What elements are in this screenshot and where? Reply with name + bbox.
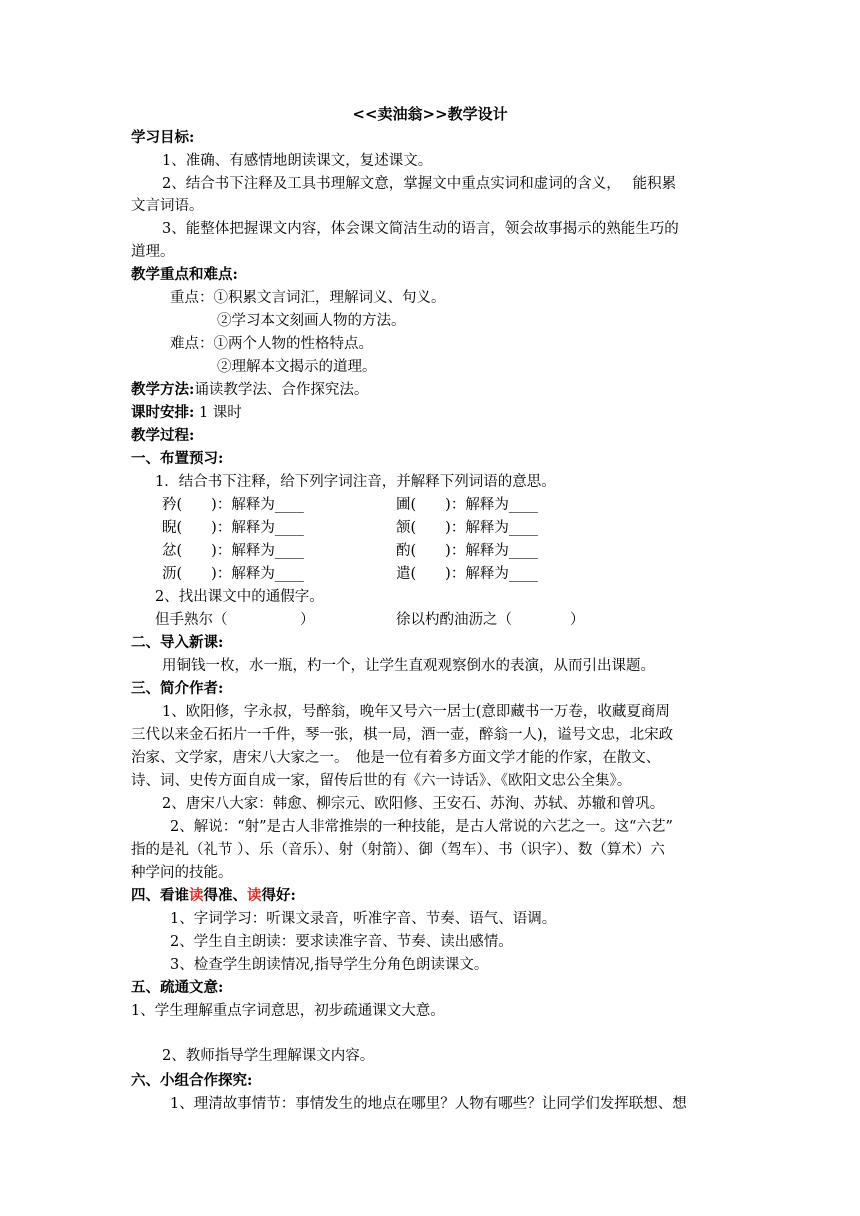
section-1-heading: 一、布置预习: (131, 450, 224, 467)
section-5-heading: 五、疏通文意: (131, 979, 224, 996)
goal-3-line-2: 道理。 (131, 244, 175, 260)
section-5-item-2: 2、教师指导学生理解课文内容。 (162, 1048, 375, 1064)
section-6-item-1: 1、理清故事情节：事情发生的地点在哪里？人物有哪些？让同学们发挥联想、想 (170, 1096, 687, 1112)
section-1-item-2: 2、找出课文中的通假字。 (155, 589, 324, 605)
author-p3-line-2: 指的是礼（礼节 ）、乐（音乐）、射（射箭）、御（驾车）、书（识字）、数（算术）六 (131, 842, 665, 858)
keypoint-1: 重点：①积累文言词汇，理解词义、句义。 (170, 290, 446, 306)
document-title: <<卖油翁>>教学设计 (352, 105, 508, 123)
author-p3-line-1: 2、解说：“射”是古人非常推崇的一种技能，是古人常说的六艺之一。这“六艺” (170, 819, 673, 835)
author-p1-line-2: 三代以来金石拓片一千件，琴一张，棋一局，酒一壶，醉翁一人)，谥号文忠，北宋政 (131, 727, 674, 743)
keypoints-heading: 教学重点和难点: (131, 266, 238, 283)
section-4-heading-part-2: 得准、 (203, 887, 247, 904)
author-p1-line-4: 诗、词、史传方面自成一家，留传后世的有《六一诗话》、《欧阳文忠公全集》。 (131, 773, 632, 789)
vocab-right-3: 酌( )：解释为____ (396, 543, 538, 559)
vocab-right-2: 颔( )：解释为____ (396, 520, 538, 536)
author-p1-line-3: 治家、文学家，唐宋八大家之一。 他是一位有着多方面文学才能的作家，在散文、 (131, 750, 661, 766)
section-4-heading-part-3: 得好: (261, 887, 296, 904)
author-p3-line-3: 种学问的技能。 (131, 865, 233, 881)
section-4-heading-red-2: 读 (247, 887, 262, 904)
goal-2-line-2: 文言词语。 (131, 198, 204, 214)
schedule-label: 课时安排: (131, 404, 195, 421)
schedule-row (131, 403, 242, 423)
tongjia-right: 徐以杓酌油沥之（ ） (396, 612, 585, 628)
method-row (131, 380, 368, 400)
vocab-left-3: 忿( )：解释为____ (162, 543, 304, 559)
section-1-intro: 1．结合书下注释，给下列字词注音，并解释下列词语的意思。 (155, 474, 556, 490)
author-p2: 2、唐宋八大家：韩愈、柳宗元、欧阳修、王安石、苏洵、苏轼、苏辙和曾巩。 (162, 796, 665, 812)
difficulty-1: 难点：①两个人物的性格特点。 (170, 336, 373, 352)
method-value: 诵读教学法、合作探究法。 (194, 382, 369, 398)
goal-1: 1、准确、有感情地朗读课文，复述课文。 (162, 153, 433, 169)
goal-2-line-1: 2、结合书下注释及工具书理解文意，掌握文中重点实词和虚词的含义， 能积累 (162, 176, 677, 192)
section-2-text: 用铜钱一枚，水一瓶，杓一个，让学生直观观察倒水的表演，从而引出课题。 (162, 658, 655, 674)
section-4-heading-part-1: 四、看谁 (131, 887, 189, 904)
vocab-right-1: 圃( )：解释为____ (396, 497, 538, 513)
difficulty-2: ②理解本文揭示的道理。 (217, 359, 377, 375)
tongjia-left: 但手熟尔（ ） (155, 612, 315, 628)
section-6-heading: 六、小组合作探究: (131, 1072, 253, 1089)
schedule-value: 1 课时 (198, 405, 242, 421)
method-label: 教学方法: (131, 381, 195, 398)
section-3-heading: 三、简介作者: (131, 680, 224, 697)
process-heading: 教学过程: (131, 427, 195, 444)
section-2-heading: 二、导入新课: (131, 634, 224, 651)
section-4-heading-red-1: 读 (189, 887, 204, 904)
section-5-item-1: 1、学生理解重点字词意思，初步疏通课文大意。 (131, 1003, 445, 1019)
author-p1-line-1: 1、欧阳修，字永叔，号醉翁，晚年又号六一居士(意即藏书一万卷，收藏夏商周 (162, 704, 670, 720)
vocab-left-4: 沥( )：解释为____ (162, 566, 304, 582)
section-4-item-1: 1、字词学习：听课文录音，听准字音、节奏、语气、语调。 (170, 911, 557, 927)
vocab-left-2: 睨( )：解释为____ (162, 520, 304, 536)
goal-3-line-1: 3、能整体把握课文内容，体会课文简洁生动的语言，领会故事揭示的熟能生巧的 (162, 221, 679, 237)
vocab-left-1: 矜( )：解释为____ (162, 497, 304, 513)
vocab-right-4: 遣( )：解释为____ (396, 566, 538, 582)
section-4-item-2: 2、学生自主朗读：要求读准字音、节奏、读出感情。 (170, 934, 513, 950)
section-4-heading (131, 886, 296, 906)
keypoint-2: ②学习本文刻画人物的方法。 (217, 313, 406, 329)
section-4-item-3: 3、检查学生朗读情况,指导学生分角色朗读课文。 (170, 957, 489, 973)
goals-heading: 学习目标: (131, 129, 195, 146)
